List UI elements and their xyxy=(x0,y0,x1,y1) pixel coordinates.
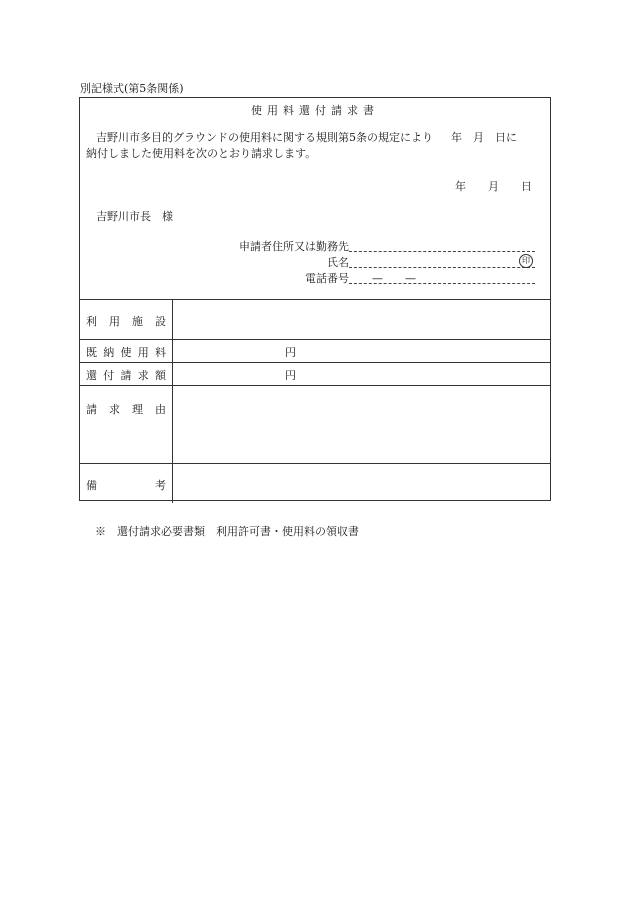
applicant-phone-row xyxy=(230,270,535,286)
remarks-row xyxy=(80,464,550,503)
seal-icon: 印 xyxy=(519,254,533,268)
form-title: 使用料還付請求書 xyxy=(251,104,379,117)
applicant-name-row xyxy=(230,254,535,270)
statement-text-1: 吉野川市多目的グラウンドの使用料に関する規則第5条の規定により xyxy=(96,131,433,144)
reason-row xyxy=(80,386,550,464)
reason-value[interactable] xyxy=(173,386,550,463)
refund-amount-label: 還付請求額 xyxy=(86,369,166,382)
name-field[interactable] xyxy=(349,267,535,268)
refund-amount-value[interactable] xyxy=(173,363,550,385)
refund-label-cell xyxy=(80,363,173,385)
payment-date-slots: 年 月 日に xyxy=(451,131,517,144)
remarks-label: 備考 xyxy=(86,479,166,492)
addressee: 吉野川市長 様 xyxy=(96,210,173,223)
paid-fee-unit: 円 xyxy=(285,346,296,359)
paid-fee-value[interactable] xyxy=(173,340,550,362)
remarks-value[interactable] xyxy=(173,464,550,503)
refund-amount-row xyxy=(80,363,550,386)
applicant-address-row xyxy=(230,238,535,254)
form-label: 別記様式(第5条関係) xyxy=(80,82,184,95)
name-label: 氏名 xyxy=(327,256,349,269)
phone-separators: — — xyxy=(372,272,416,285)
paid-fee-row xyxy=(80,340,550,363)
address-field[interactable] xyxy=(349,251,535,252)
reason-label: 請求理由 xyxy=(86,403,166,416)
facility-label-cell xyxy=(80,300,173,339)
facility-value[interactable] xyxy=(173,300,550,339)
address-label: 申請者住所又は勤務先 xyxy=(239,240,349,253)
request-date: 年 月 日 xyxy=(455,180,532,193)
paid-fee-label: 既納使用料 xyxy=(86,346,166,359)
facility-label: 利用施設 xyxy=(86,315,166,328)
remarks-label-cell xyxy=(80,464,173,503)
refund-request-form xyxy=(79,97,551,501)
reason-label-cell xyxy=(80,386,173,463)
request-statement xyxy=(86,130,546,162)
details-table xyxy=(80,299,550,500)
refund-amount-unit: 円 xyxy=(285,369,296,382)
phone-label: 電話番号 xyxy=(305,272,349,285)
paid-label-cell xyxy=(80,340,173,362)
statement-line-1 xyxy=(86,130,546,146)
required-documents-note: ※ 還付請求必要書類 利用許可書・使用料の領収書 xyxy=(95,525,359,538)
facility-row xyxy=(80,300,550,340)
statement-line-2: 納付しました使用料を次のとおり請求します。 xyxy=(86,147,317,160)
applicant-section xyxy=(230,238,535,286)
